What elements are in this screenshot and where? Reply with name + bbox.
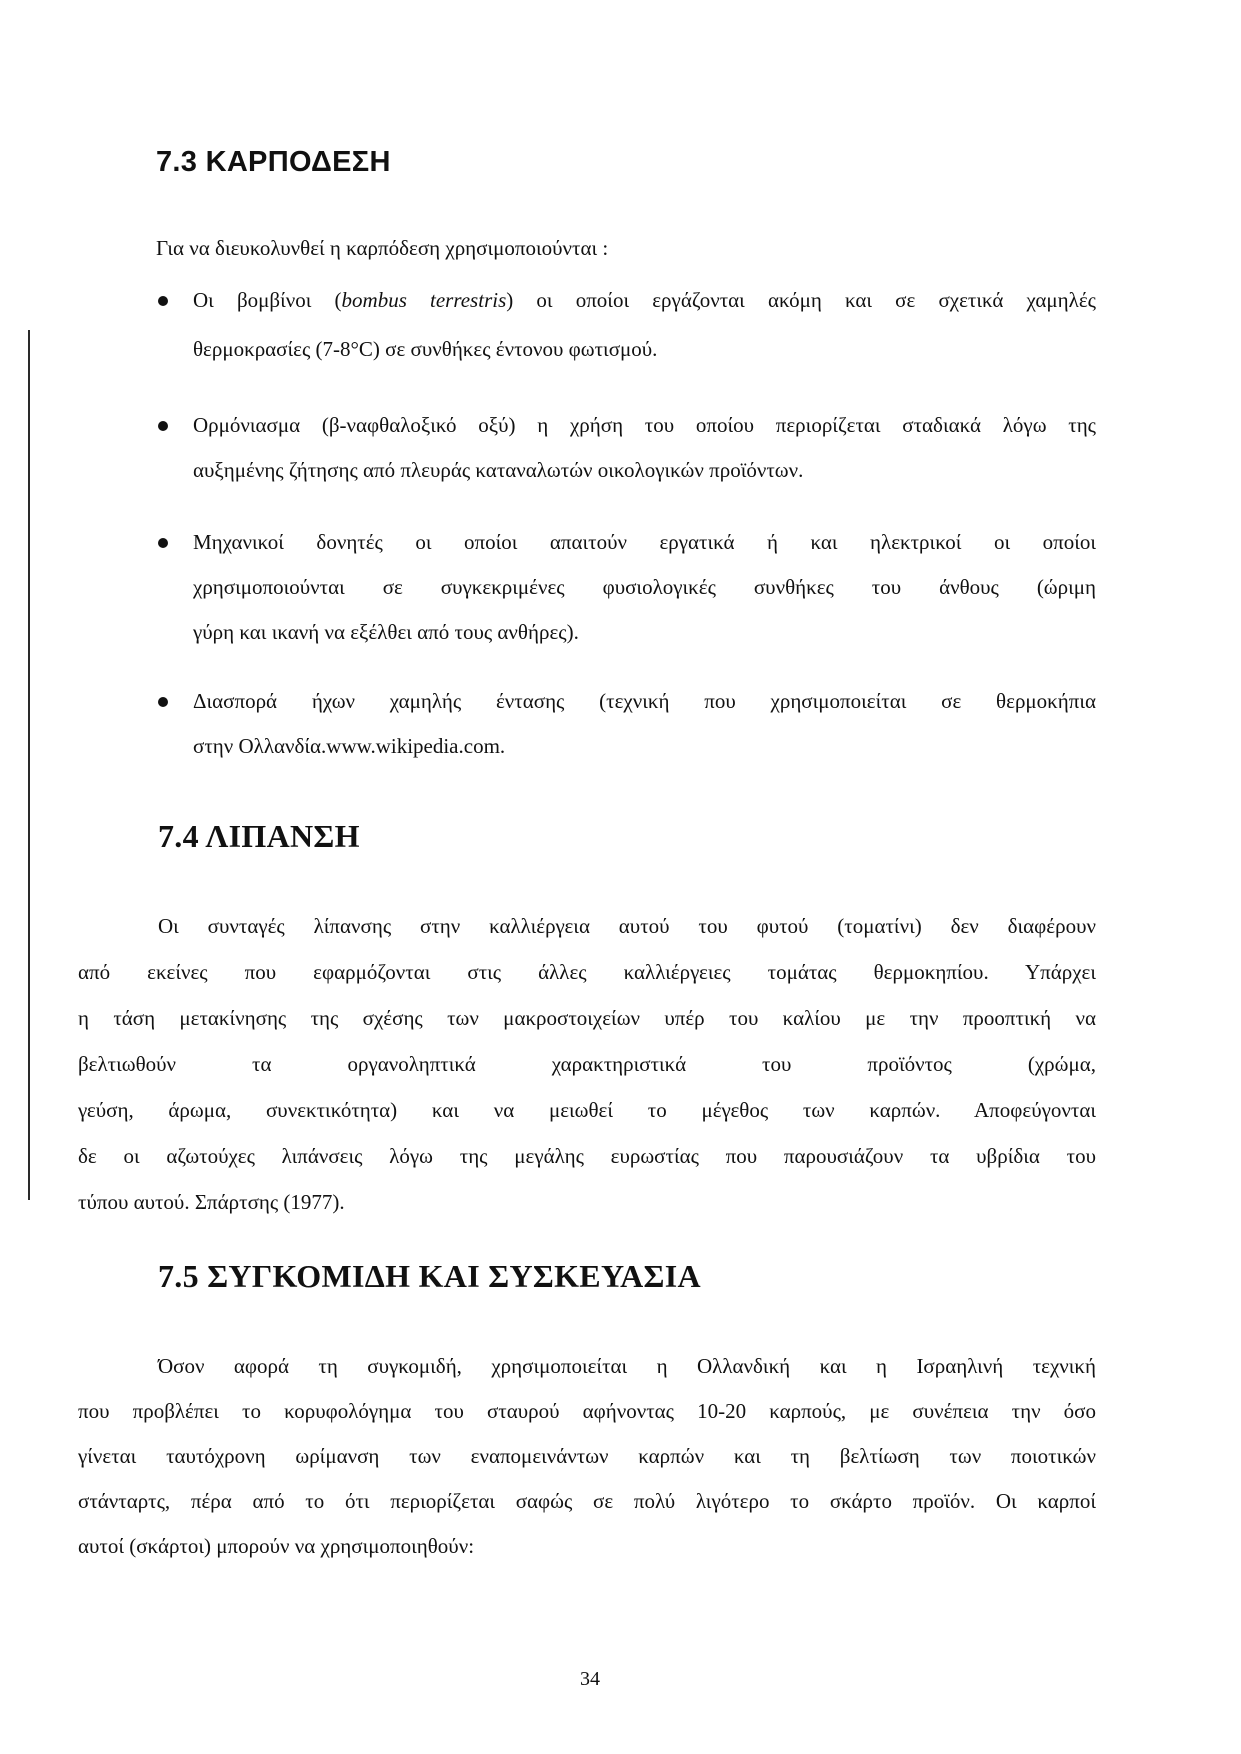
page-number: 34: [580, 1668, 600, 1690]
section-heading-7-5: 7.5 ΣΥΓΚΟΜΙΔΗ ΚΑΙ ΣΥΣΚΕΥΑΣΙΑ: [158, 1258, 701, 1294]
section-7-4-line-2: από εκείνες που εφαρμόζονται στις άλλες καλλιέργειες τομάτας θερμοκηπίου. Υπάρχει: [78, 960, 1096, 984]
section-7-5-line-3: γίνεται ταυτόχρονη ωρίμανση των εναπομεινάντων καρπών και τη βελτίωση των ποιοτικών: [78, 1444, 1096, 1468]
section-heading-7-3: 7.3 ΚΑΡΠΟΔΕΣΗ: [156, 146, 391, 178]
section-7-5-line-1: Όσον αφορά τη συγκομιδή, χρησιμοποιείται η Ολλανδική και η Ισραηλινή τεχνική: [158, 1354, 1096, 1378]
bullet-1-line-2: θερμοκρασίες (7-8°C) σε συνθήκες έντονου φωτισμού.: [193, 337, 658, 361]
bullet-2-line-2: αυξημένης ζήτησης από πλευράς καταναλωτών οικολογικών προϊόντων.: [193, 458, 804, 482]
bullet-icon: [158, 296, 168, 306]
section-7-5-line-4: στάνταρτς, πέρα από το ότι περιορίζεται σαφώς σε πολύ λιγότερο το σκάρτο προϊόν. Οι καρποί: [78, 1489, 1096, 1513]
scan-margin-line: [28, 330, 30, 1200]
section-7-4-line-6: δε οι αζωτούχες λιπάνσεις λόγω της μεγάλης ευρωστίας που παρουσιάζουν τα υβρίδια του: [78, 1144, 1096, 1168]
bullet-3-line-1: Μηχανικοί δονητές οι οποίοι απαιτούν εργατικά ή και ηλεκτρικοί οι οποίοι: [193, 530, 1096, 554]
bullet-1-latin-name: bombus terrestris: [341, 288, 507, 312]
section-7-4-line-7: τύπου αυτού. Σπάρτσης (1977).: [78, 1190, 345, 1214]
section-7-3-intro: Για να διευκολυνθεί η καρπόδεση χρησιμοποιούνται :: [156, 236, 609, 260]
bullet-icon: [158, 421, 168, 431]
section-7-5-line-2: που προβλέπει το κορυφολόγημα του σταυρού αφήνοντας 10-20 καρπούς, με συνέπεια την όσο: [78, 1399, 1096, 1423]
section-7-5-line-5: αυτοί (σκάρτοι) μπορούν να χρησιμοποιηθούν:: [78, 1534, 475, 1558]
bullet-4-line-1: Διασπορά ήχων χαμηλής έντασης (τεχνική που χρησιμοποιείται σε θερμοκήπια: [193, 689, 1096, 713]
bullet-3-line-2: χρησιμοποιούνται σε συγκεκριμένες φυσιολογικές συνθήκες του άνθους (ώριμη: [193, 575, 1096, 599]
bullet-1-line-1: [193, 286, 1096, 314]
section-7-4-line-4: βελτιωθούν τα οργανοληπτικά χαρακτηριστικά του προϊόντος (χρώμα,: [78, 1052, 1096, 1076]
section-heading-7-4: 7.4 ΛΙΠΑΝΣΗ: [158, 818, 360, 854]
bullet-1-text-a: Οι βομβίνοι (: [193, 288, 342, 312]
section-7-4-line-1: Οι συνταγές λίπανσης στην καλλιέργεια αυτού του φυτού (τοματίνι) δεν διαφέρουν: [158, 914, 1096, 938]
section-7-4-line-3: η τάση μετακίνησης της σχέσης των μακροστοιχείων υπέρ του καλίου με την προοπτική να: [78, 1006, 1096, 1030]
bullet-1-text-b: ) οι οποίοι εργάζονται ακόμη και σε σχετικά χαμηλές: [506, 288, 1096, 312]
bullet-icon: [158, 538, 168, 548]
bullet-2-line-1: Ορμόνιασμα (β-ναφθαλοξικό οξύ) η χρήση του οποίου περιορίζεται σταδιακά λόγω της: [193, 413, 1096, 437]
bullet-4-line-2: στην Ολλανδία.www.wikipedia.com.: [193, 734, 506, 758]
section-7-4-line-5: γεύση, άρωμα, συνεκτικότητα) και να μειωθεί το μέγεθος των καρπών. Αποφεύγονται: [78, 1098, 1096, 1122]
bullet-icon: [158, 697, 168, 707]
bullet-3-line-3: γύρη και ικανή να εξέλθει από τους ανθήρες).: [193, 620, 579, 644]
